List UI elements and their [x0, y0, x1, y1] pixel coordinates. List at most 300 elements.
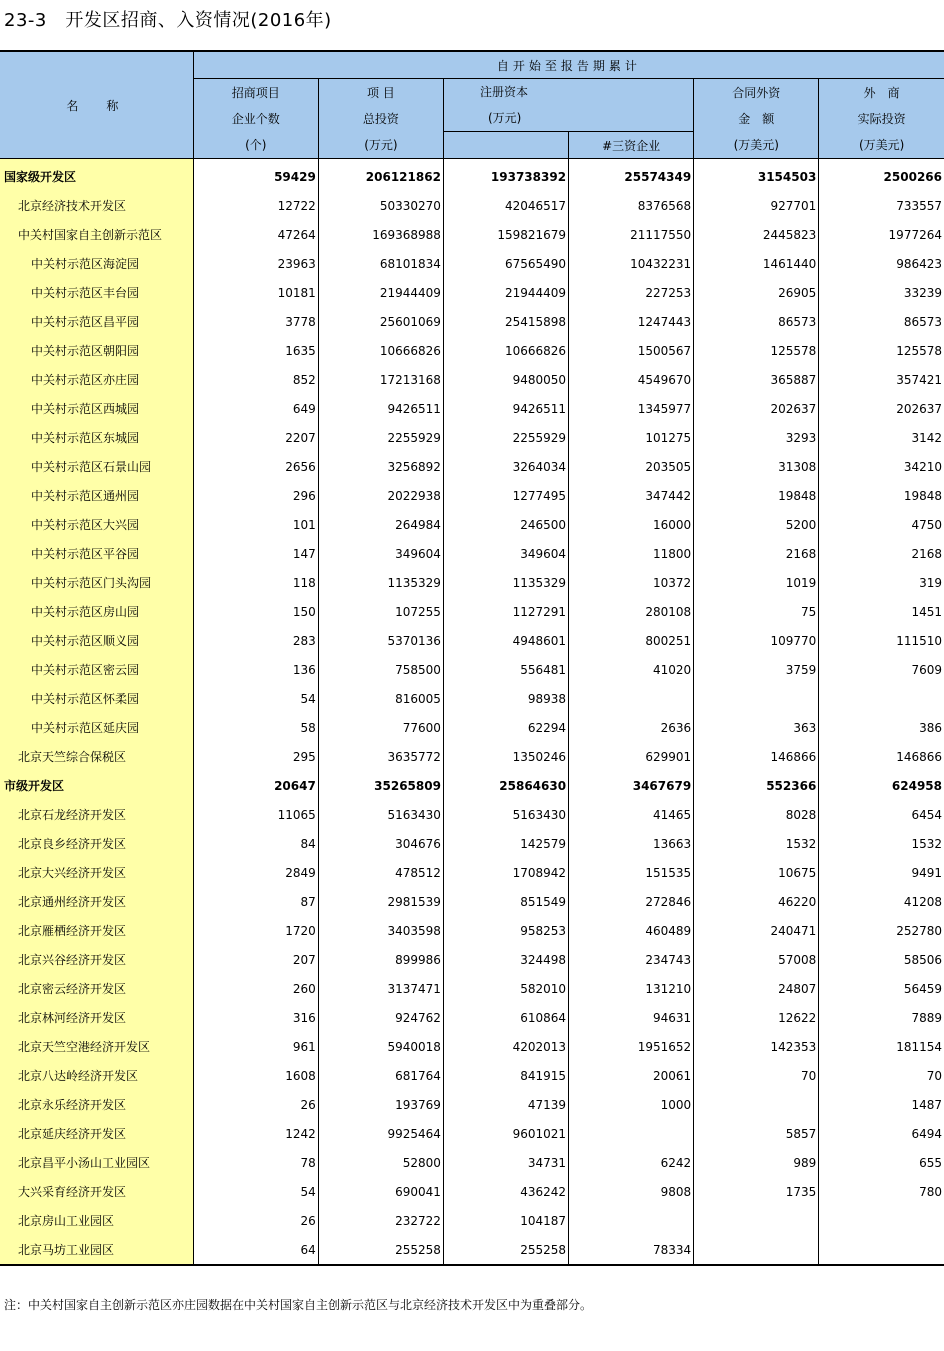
cell-value: 610864: [443, 1003, 568, 1032]
cell-value: 1135329: [318, 568, 443, 597]
cell-value: 131210: [569, 974, 694, 1003]
row-label: 北京永乐经济开发区: [0, 1090, 193, 1119]
name-header: 名 称: [0, 51, 193, 159]
table-row: [0, 159, 944, 192]
cell-value: 1127291: [443, 597, 568, 626]
cell-value: 5163430: [318, 800, 443, 829]
cell-value: 655: [919, 1155, 942, 1170]
cell-value: 2849: [193, 858, 318, 887]
col3-spacer: [443, 132, 568, 159]
cell-value: 3293: [694, 423, 819, 452]
cell-value: 2207: [193, 423, 318, 452]
cell-value: 2022938: [318, 481, 443, 510]
table-row: [0, 278, 944, 307]
table-row: [0, 510, 944, 539]
cell-value: 649: [193, 394, 318, 423]
cell-value: 800251: [569, 626, 694, 655]
cell-value: 125578: [896, 343, 942, 358]
cell-value: 10666826: [318, 336, 443, 365]
cell-value: 9426511: [318, 394, 443, 423]
cell-value: 35265809: [318, 771, 443, 800]
table-row: [0, 974, 944, 1003]
cell-value: 8028: [694, 800, 819, 829]
row-label: 中关村示范区密云园: [0, 655, 193, 684]
table-row: [0, 829, 944, 858]
cell-value: 23963: [193, 249, 318, 278]
cell-value: 19848: [694, 481, 819, 510]
data-table: [0, 50, 944, 1266]
table-row: [0, 1061, 944, 1090]
cell-value: 169368988: [318, 220, 443, 249]
cell-value: 758500: [318, 655, 443, 684]
cell-value: 151535: [569, 858, 694, 887]
cell-value: 357421: [896, 372, 942, 387]
cell-value: 234743: [569, 945, 694, 974]
cell-value: 363: [694, 713, 819, 742]
cell-value: 202637: [694, 394, 819, 423]
cell-value: 193738392: [443, 159, 568, 192]
table-row: [0, 1119, 944, 1148]
cell-value: 203505: [569, 452, 694, 481]
row-label: 中关村示范区延庆园: [0, 713, 193, 742]
cell-value: 25864630: [443, 771, 568, 800]
cell-value: 34731: [443, 1148, 568, 1177]
cell-value: 84: [193, 829, 318, 858]
cell-value: [694, 1235, 819, 1265]
row-label: 中关村示范区顺义园: [0, 626, 193, 655]
cell-value: 2981539: [318, 887, 443, 916]
cell-value: 20647: [193, 771, 318, 800]
cell-value: 1451: [911, 604, 942, 619]
col5-header: 合同外资 金 额 (万美元): [694, 79, 819, 159]
cell-value: 56459: [903, 981, 942, 996]
cell-value: 436242: [443, 1177, 568, 1206]
cell-value: 347442: [569, 481, 694, 510]
cell-value: 150: [193, 597, 318, 626]
cell-value: 25601069: [318, 307, 443, 336]
row-label: 北京林河经济开发区: [0, 1003, 193, 1032]
cell-value: 5163430: [443, 800, 568, 829]
cell-value: 136: [193, 655, 318, 684]
cell-value: 54: [193, 1177, 318, 1206]
cell-value: 552366: [694, 771, 819, 800]
cell-value: 109770: [694, 626, 819, 655]
row-label: 中关村示范区大兴园: [0, 510, 193, 539]
cell-value: 142353: [694, 1032, 819, 1061]
cell-value: 1277495: [443, 481, 568, 510]
cell-value: 3778: [193, 307, 318, 336]
table-row: [0, 800, 944, 829]
cell-value: 98938: [443, 684, 568, 713]
table-row: [0, 1148, 944, 1177]
cell-value: 41208: [903, 894, 942, 909]
row-label: 中关村国家自主创新示范区: [0, 220, 193, 249]
cell-value: 146866: [694, 742, 819, 771]
cell-value: 41020: [569, 655, 694, 684]
cell-value: 46220: [694, 887, 819, 916]
cell-value: 9925464: [318, 1119, 443, 1148]
cell-value: 6454: [911, 807, 942, 822]
cell-value: 70: [694, 1061, 819, 1090]
cell-value: 280108: [569, 597, 694, 626]
cell-value: 2168: [911, 546, 942, 561]
cell-value: 207: [193, 945, 318, 974]
table-row: [0, 1003, 944, 1032]
table-row: [0, 713, 944, 742]
row-label: 中关村示范区平谷园: [0, 539, 193, 568]
cell-value: 2445823: [694, 220, 819, 249]
row-label: 中关村示范区房山园: [0, 597, 193, 626]
cell-value: 202637: [896, 401, 942, 416]
cell-value: 841915: [443, 1061, 568, 1090]
cell-value: 24807: [694, 974, 819, 1003]
cell-value: 2168: [694, 539, 819, 568]
row-label: 中关村示范区丰台园: [0, 278, 193, 307]
cell-value: 146866: [896, 749, 942, 764]
cell-value: 54: [193, 684, 318, 713]
table-row: [0, 626, 944, 655]
cell-value: 232722: [318, 1206, 443, 1235]
table-row: [0, 481, 944, 510]
row-label: 国家级开发区: [0, 159, 193, 192]
row-label: 中关村示范区西城园: [0, 394, 193, 423]
cell-value: 386: [919, 720, 942, 735]
cell-value: 264984: [318, 510, 443, 539]
cell-value: 3142: [911, 430, 942, 445]
cell-value: 7889: [911, 1010, 942, 1025]
row-label: 中关村示范区朝阳园: [0, 336, 193, 365]
table-row: [0, 249, 944, 278]
table-row: [0, 858, 944, 887]
cell-value: 283: [193, 626, 318, 655]
cell-value: 4750: [911, 517, 942, 532]
cell-value: 927701: [694, 191, 819, 220]
cell-value: 68101834: [318, 249, 443, 278]
table-row: [0, 771, 944, 800]
table-row: [0, 887, 944, 916]
table-row: [0, 1032, 944, 1061]
cell-value: [694, 1090, 819, 1119]
cell-value: 41465: [569, 800, 694, 829]
col3-header: 注册资本 (万元): [443, 79, 693, 132]
cell-value: 852: [193, 365, 318, 394]
cell-value: 1500567: [569, 336, 694, 365]
cell-value: [694, 1206, 819, 1235]
cell-value: 47139: [443, 1090, 568, 1119]
cell-value: 118: [193, 568, 318, 597]
cell-value: 58: [193, 713, 318, 742]
col6-header: 外 商 实际投资 (万美元): [819, 79, 944, 159]
cell-value: 1608: [193, 1061, 318, 1090]
cell-value: 3403598: [318, 916, 443, 945]
cell-value: 75: [694, 597, 819, 626]
cell-value: 25415898: [443, 307, 568, 336]
cell-value: 64: [193, 1235, 318, 1265]
cell-value: [819, 1235, 944, 1265]
cell-value: 9601021: [443, 1119, 568, 1148]
cell-value: 21944409: [443, 278, 568, 307]
table-row: [0, 1090, 944, 1119]
cell-value: 107255: [318, 597, 443, 626]
cell-value: 77600: [318, 713, 443, 742]
row-label: 北京房山工业园区: [0, 1206, 193, 1235]
row-label: 大兴采育经济开发区: [0, 1177, 193, 1206]
cell-value: 1532: [911, 836, 942, 851]
cell-value: 556481: [443, 655, 568, 684]
row-label: 中关村示范区门头沟园: [0, 568, 193, 597]
cell-value: 101: [193, 510, 318, 539]
cell-value: 10666826: [443, 336, 568, 365]
cell-value: 3759: [694, 655, 819, 684]
cell-value: 260: [193, 974, 318, 1003]
cell-value: 78334: [569, 1235, 694, 1265]
cell-value: 1951652: [569, 1032, 694, 1061]
cell-value: 78: [193, 1148, 318, 1177]
table-body: [0, 159, 944, 1266]
cell-value: 2500266: [883, 169, 942, 184]
cell-value: 2255929: [318, 423, 443, 452]
row-label: 北京八达岭经济开发区: [0, 1061, 193, 1090]
cell-value: 324498: [443, 945, 568, 974]
table-row: [0, 539, 944, 568]
cell-value: 20061: [569, 1061, 694, 1090]
cell-value: 681764: [318, 1061, 443, 1090]
table-row: [0, 655, 944, 684]
col1-header: 招商项目 企业个数 (个): [193, 79, 318, 159]
cell-value: 9426511: [443, 394, 568, 423]
cell-value: 3154503: [694, 159, 819, 192]
cell-value: 17213168: [318, 365, 443, 394]
row-label: 北京天竺综合保税区: [0, 742, 193, 771]
cell-value: 11800: [569, 539, 694, 568]
table-row: [0, 945, 944, 974]
cell-value: 316: [193, 1003, 318, 1032]
cell-value: 101275: [569, 423, 694, 452]
cell-value: 3264034: [443, 452, 568, 481]
row-label: 中关村示范区怀柔园: [0, 684, 193, 713]
cell-value: 733557: [896, 198, 942, 213]
footnote: 注：中关村国家自主创新示范区亦庄园数据在中关村国家自主创新示范区与北京经济技术开发区中为重叠部分。: [4, 1298, 593, 1312]
cell-value: 9808: [569, 1177, 694, 1206]
row-label: 北京大兴经济开发区: [0, 858, 193, 887]
cell-value: 4948601: [443, 626, 568, 655]
cell-value: 1735: [694, 1177, 819, 1206]
row-label: 北京兴谷经济开发区: [0, 945, 193, 974]
cell-value: 142579: [443, 829, 568, 858]
row-label: 中关村示范区石景山园: [0, 452, 193, 481]
cell-value: 989: [694, 1148, 819, 1177]
table-row: [0, 742, 944, 771]
cell-value: 3137471: [318, 974, 443, 1003]
cell-value: 26905: [694, 278, 819, 307]
table-row: [0, 365, 944, 394]
row-label: 中关村示范区亦庄园: [0, 365, 193, 394]
row-label: 北京通州经济开发区: [0, 887, 193, 916]
cell-value: 2636: [569, 713, 694, 742]
cell-value: 958253: [443, 916, 568, 945]
cell-value: [569, 684, 694, 713]
cell-value: [569, 1206, 694, 1235]
col2-header: 项 目 总投资 (万元): [318, 79, 443, 159]
cell-value: 11065: [193, 800, 318, 829]
cell-value: 1720: [193, 916, 318, 945]
cell-value: 193769: [318, 1090, 443, 1119]
cell-value: 296: [193, 481, 318, 510]
cell-value: 4202013: [443, 1032, 568, 1061]
cell-value: 1977264: [888, 227, 942, 242]
cell-value: 5370136: [318, 626, 443, 655]
table-row: [0, 1235, 944, 1265]
cell-value: [819, 1206, 944, 1235]
row-label: 北京昌平小汤山工业园区: [0, 1148, 193, 1177]
cell-value: 924762: [318, 1003, 443, 1032]
cell-value: 4549670: [569, 365, 694, 394]
table-row: [0, 336, 944, 365]
cell-value: 70: [926, 1068, 942, 1083]
cell-value: 94631: [569, 1003, 694, 1032]
cell-value: 582010: [443, 974, 568, 1003]
cell-value: 629901: [569, 742, 694, 771]
row-label: 中关村示范区东城园: [0, 423, 193, 452]
table-row: [0, 307, 944, 336]
cell-value: 1635: [193, 336, 318, 365]
cell-value: 349604: [318, 539, 443, 568]
cell-value: 319: [919, 575, 942, 590]
table-row: [0, 1206, 944, 1235]
table-row: [0, 394, 944, 423]
cell-value: 59429: [193, 159, 318, 192]
cell-value: 3256892: [318, 452, 443, 481]
table-row: [0, 597, 944, 626]
cell-value: 6494: [911, 1126, 942, 1141]
cell-value: 295: [193, 742, 318, 771]
cell-value: 16000: [569, 510, 694, 539]
cell-value: 3467679: [569, 771, 694, 800]
cell-value: 159821679: [443, 220, 568, 249]
row-label: 市级开发区: [0, 771, 193, 800]
cell-value: 5857: [694, 1119, 819, 1148]
table-row: [0, 191, 944, 220]
cell-value: 9480050: [443, 365, 568, 394]
cell-value: 1242: [193, 1119, 318, 1148]
cell-value: 5940018: [318, 1032, 443, 1061]
cell-value: 2255929: [443, 423, 568, 452]
cell-value: 42046517: [443, 191, 568, 220]
cell-value: 33239: [903, 285, 942, 300]
cell-value: 111510: [896, 633, 942, 648]
cell-value: 851549: [443, 887, 568, 916]
cell-value: 961: [193, 1032, 318, 1061]
cell-value: 47264: [193, 220, 318, 249]
cell-value: 240471: [694, 916, 819, 945]
cell-value: 9491: [911, 865, 942, 880]
cell-value: 25574349: [569, 159, 694, 192]
cell-value: 3635772: [318, 742, 443, 771]
cell-value: 10675: [694, 858, 819, 887]
row-label: 北京经济技术开发区: [0, 191, 193, 220]
cell-value: 1350246: [443, 742, 568, 771]
cell-value: 10372: [569, 568, 694, 597]
cell-value: 57008: [694, 945, 819, 974]
cell-value: 206121862: [318, 159, 443, 192]
cell-value: 86573: [694, 307, 819, 336]
cell-value: 52800: [318, 1148, 443, 1177]
table-row: [0, 1177, 944, 1206]
cell-value: 13663: [569, 829, 694, 858]
cell-value: 227253: [569, 278, 694, 307]
row-label: 北京雁栖经济开发区: [0, 916, 193, 945]
row-label: 北京天竺空港经济开发区: [0, 1032, 193, 1061]
table-row: [0, 452, 944, 481]
cell-value: 1532: [694, 829, 819, 858]
cell-value: 304676: [318, 829, 443, 858]
cell-value: 26: [193, 1090, 318, 1119]
cell-value: 1345977: [569, 394, 694, 423]
row-label: 北京良乡经济开发区: [0, 829, 193, 858]
cell-value: 86573: [903, 314, 942, 329]
cell-value: 365887: [694, 365, 819, 394]
cell-value: [819, 684, 944, 713]
cell-value: 349604: [443, 539, 568, 568]
cell-value: 986423: [896, 256, 942, 271]
row-label: 北京密云经济开发区: [0, 974, 193, 1003]
cell-value: 125578: [694, 336, 819, 365]
cell-value: 10181: [193, 278, 318, 307]
cell-value: 19848: [903, 488, 942, 503]
cell-value: 1019: [694, 568, 819, 597]
cell-value: 67565490: [443, 249, 568, 278]
cell-value: 34210: [903, 459, 942, 474]
cell-value: 21117550: [569, 220, 694, 249]
cell-value: 26: [193, 1206, 318, 1235]
cell-value: 7609: [911, 662, 942, 677]
cell-value: 255258: [318, 1235, 443, 1265]
cell-value: 181154: [896, 1039, 942, 1054]
table-row: [0, 423, 944, 452]
cell-value: 460489: [569, 916, 694, 945]
cell-value: 816005: [318, 684, 443, 713]
cell-value: 899986: [318, 945, 443, 974]
row-label: 北京石龙经济开发区: [0, 800, 193, 829]
cell-value: 1487: [911, 1097, 942, 1112]
cell-value: 690041: [318, 1177, 443, 1206]
row-label: 中关村示范区通州园: [0, 481, 193, 510]
table-row: [0, 220, 944, 249]
page-title: 23-3 开发区招商、入资情况(2016年): [4, 10, 332, 31]
cell-value: 50330270: [318, 191, 443, 220]
row-label: 北京延庆经济开发区: [0, 1119, 193, 1148]
row-label: 北京马坊工业园区: [0, 1235, 193, 1265]
cell-value: 87: [193, 887, 318, 916]
cell-value: 246500: [443, 510, 568, 539]
row-label: 中关村示范区海淀园: [0, 249, 193, 278]
cell-value: 12622: [694, 1003, 819, 1032]
cell-value: 252780: [896, 923, 942, 938]
cell-value: 104187: [443, 1206, 568, 1235]
col4-header: #三资企业: [569, 132, 694, 159]
cell-value: 6242: [569, 1148, 694, 1177]
cell-value: 2656: [193, 452, 318, 481]
cell-value: 1708942: [443, 858, 568, 887]
cell-value: 1000: [569, 1090, 694, 1119]
cell-value: 624958: [891, 778, 942, 793]
cell-value: 1135329: [443, 568, 568, 597]
cell-value: 62294: [443, 713, 568, 742]
cell-value: 1247443: [569, 307, 694, 336]
cell-value: [569, 1119, 694, 1148]
cell-value: 12722: [193, 191, 318, 220]
cell-value: 780: [919, 1184, 942, 1199]
